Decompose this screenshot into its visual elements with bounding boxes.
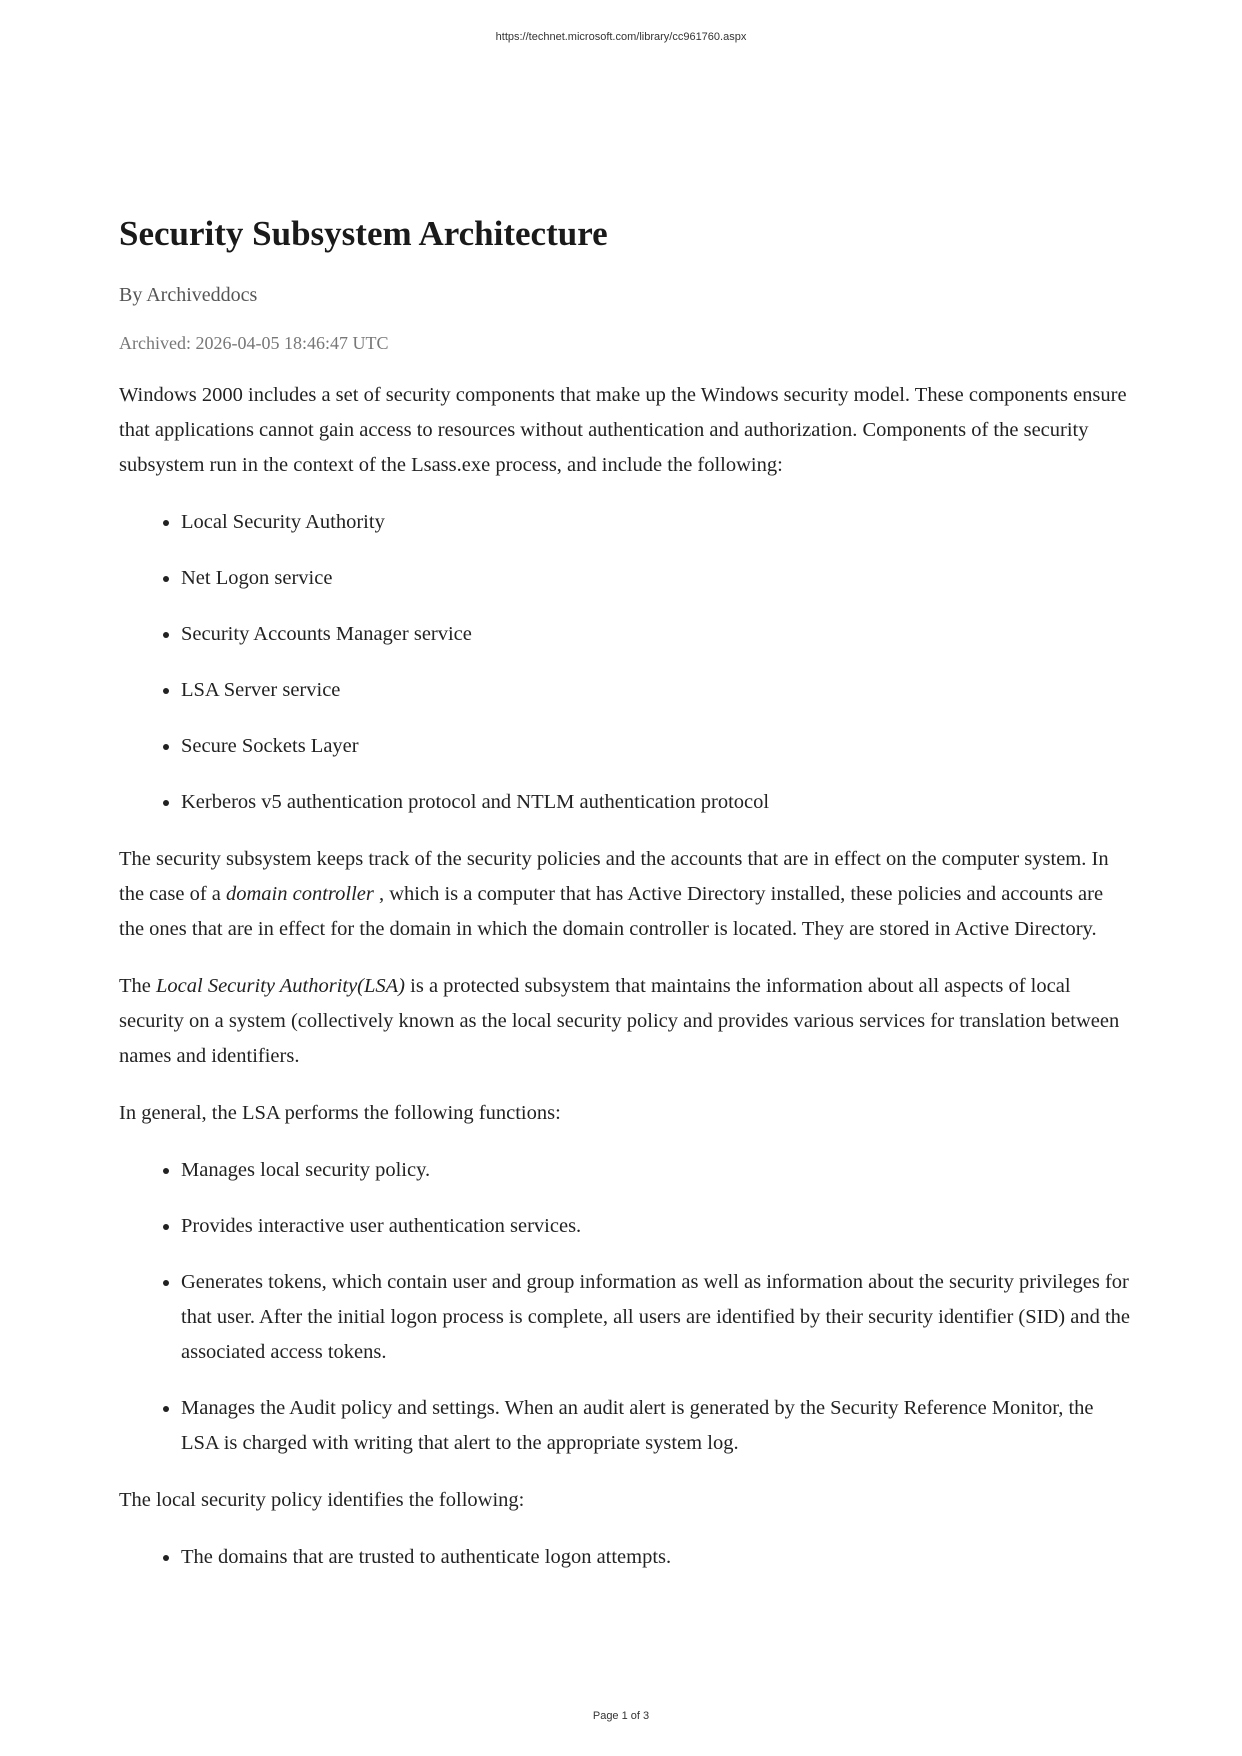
page-title: Security Subsystem Architecture <box>119 214 608 253</box>
text: The <box>119 975 156 997</box>
byline: By Archiveddocs <box>119 284 258 306</box>
list-item: • Net Logon service <box>181 561 1131 596</box>
list-item: • Generates tokens, which contain user and group information as well as information about the security privileges for that user. After the initial logon process is complete, all users are identified by their security identifier (SID) and the associated access tokens. <box>181 1265 1131 1370</box>
list-item: • LSA Server service <box>181 673 1131 708</box>
list-item: • Local Security Authority <box>181 505 1131 540</box>
paragraph-lsa <box>119 969 1131 1074</box>
list-item: • Secure Sockets Layer <box>181 729 1131 764</box>
list-item: • Security Accounts Manager service <box>181 617 1131 652</box>
source-url: https://technet.microsoft.com/library/cc961760.aspx <box>495 31 747 43</box>
page-number: Page 1 of 3 <box>592 1710 650 1722</box>
paragraph-intro: Windows 2000 includes a set of security components that make up the Windows security model. These components ensure that applications cannot gain access to resources without authentication and authorization. Components of the security subsystem run in the context of the Lsass.exe process, and include the following: <box>119 384 1127 476</box>
text: The security subsystem keeps track of the security policies and the accounts that are in effect on the computer system. In the case of a <box>119 848 1109 905</box>
list-item: • Provides interactive user authentication services. <box>181 1209 1131 1244</box>
functions-list <box>119 1153 1131 1461</box>
list-item: • Manages local security policy. <box>181 1153 1131 1188</box>
list-item: • Manages the Audit policy and settings. When an audit alert is generated by the Security Reference Monitor, the LSA is charged with writing that alert to the appropriate system log. <box>181 1391 1131 1461</box>
term-domain-controller: domain controller <box>226 883 374 905</box>
text: is a protected subsystem that maintains the information about all aspects of local security on a system (collectively known as the local security policy and provides various services for translation between names and identifiers. <box>119 975 1120 1067</box>
text: , which is a computer that has Active Directory installed, these policies and accounts are the ones that are in effect for the domain in which the domain controller is located. They are stored in Active Directory. <box>119 883 1104 940</box>
paragraph-subsystem <box>119 842 1131 947</box>
list-item: • Kerberos v5 authentication protocol and NTLM authentication protocol <box>181 785 1131 820</box>
policy-list <box>119 1540 1131 1575</box>
term-lsa: Local Security Authority(LSA) <box>156 975 406 997</box>
list-item: • The domains that are trusted to authenticate logon attempts. <box>181 1540 1131 1575</box>
paragraph-functions: In general, the LSA performs the following functions: <box>119 1102 561 1124</box>
article <box>119 212 1131 1597</box>
paragraph-policy: The local security policy identifies the following: <box>119 1489 525 1511</box>
components-list <box>119 505 1131 820</box>
archived-timestamp: Archived: 2026-04-05 18:46:47 UTC <box>119 333 389 353</box>
